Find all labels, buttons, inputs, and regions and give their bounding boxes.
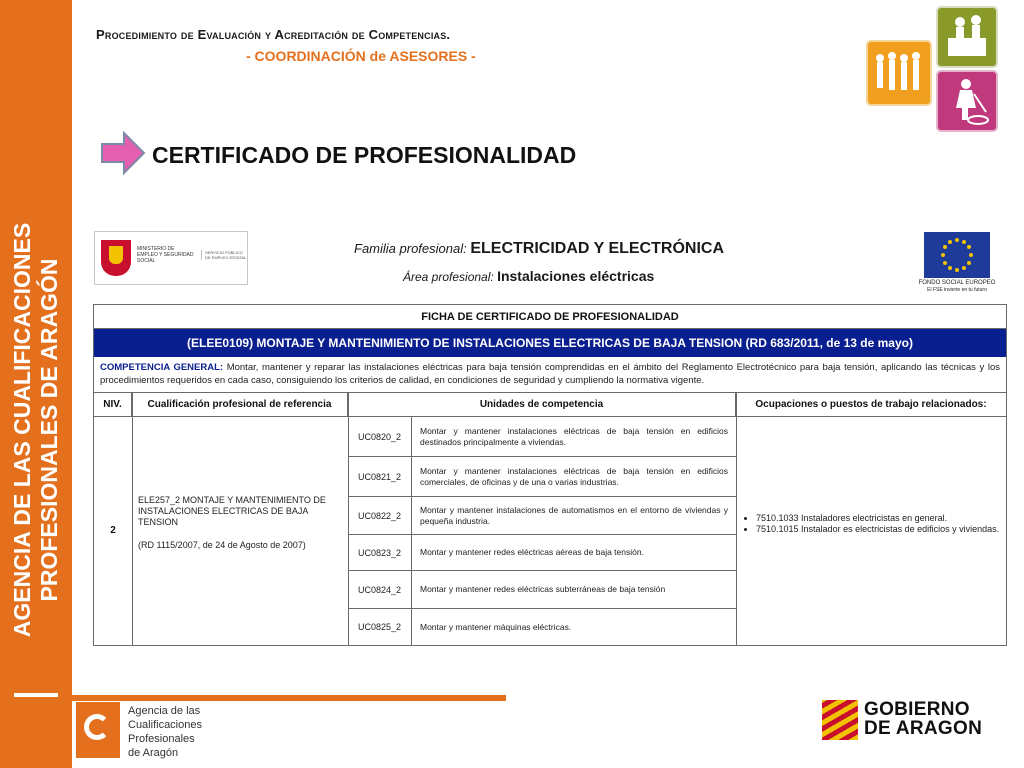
uc-description: Montar y mantener redes eléctricas subterráneas de baja tensión bbox=[412, 571, 736, 609]
familia-profesional bbox=[354, 240, 724, 258]
familia-value: ELECTRICIDAD Y ELECTRÓNICA bbox=[470, 240, 724, 257]
header-unidades: Unidades de competencia bbox=[348, 393, 736, 417]
certificate-table bbox=[93, 304, 1007, 646]
cualificacion-name: ELE257_2 MONTAJE Y MANTENIMIENTO DE INSTALACIONES ELECTRICAS DE BAJA TENSION bbox=[138, 495, 326, 527]
coat-of-arms-icon bbox=[101, 240, 131, 276]
area-label: Área profesional: bbox=[403, 270, 494, 284]
agency-name-line: Profesionales bbox=[128, 733, 195, 745]
eu-caption-title: FONDO SOCIAL EUROPEO bbox=[918, 280, 996, 286]
uc-code: UC0821_2 bbox=[348, 457, 412, 497]
aragon-flag-icon bbox=[822, 700, 858, 740]
familia-label: Familia profesional: bbox=[354, 241, 467, 256]
uc-code: UC0823_2 bbox=[348, 535, 412, 571]
competencia-general bbox=[94, 357, 1006, 393]
page-title: CERTIFICADO DE PROFESIONALIDAD bbox=[152, 142, 577, 168]
sidebar-title bbox=[0, 0, 72, 768]
header-ocupaciones: Ocupaciones o puestos de trabajo relacionados: bbox=[736, 393, 1006, 417]
ocupaciones-cell bbox=[738, 513, 1004, 535]
uc-description: Montar y mantener redes eléctricas aéreas de baja tensión. bbox=[412, 535, 736, 571]
eu-caption-sub: El FSE invierte en tu futuro bbox=[927, 287, 987, 293]
uc-description: Montar y mantener instalaciones eléctricas de baja tensión en edificios destinados principalmente a viviendas. bbox=[412, 417, 736, 457]
sidebar-title-line1: AGENCIA DE LAS CUALIFICACIONES bbox=[9, 222, 35, 638]
uc-description: Montar y mantener instalaciones eléctricas de baja tensión en edificios comerciales, de oficinas y de una o varias industrias. bbox=[412, 457, 736, 497]
group-icon bbox=[866, 40, 932, 106]
worker-icon bbox=[936, 70, 998, 132]
column-divider bbox=[132, 393, 133, 645]
area-profesional bbox=[403, 268, 654, 284]
sidebar-title-line2: PROFESIONALES DE ARAGÓN bbox=[36, 258, 62, 602]
competencia-label: COMPETENCIA GENERAL: bbox=[100, 362, 224, 373]
agency-logo-icon bbox=[76, 702, 120, 758]
column-divider bbox=[736, 393, 737, 645]
uc-description: Montar y mantener instalaciones de automatismos en el entorno de viviendas y pequeña industria. bbox=[412, 497, 736, 535]
agency-name-line: Cualificaciones bbox=[128, 719, 202, 731]
list-item: • 7510.1015 Instalador es electricistas de edificios y viviendas. bbox=[756, 524, 1004, 535]
arrow-right-icon bbox=[100, 130, 146, 176]
agency-name bbox=[128, 704, 202, 760]
page-header-subtitle: - COORDINACIÓN de ASESORES - bbox=[246, 48, 476, 64]
page-header-title: Procedimiento de Evaluación y Acreditación de Competencias. bbox=[96, 27, 451, 42]
government-logo-line: DE ARAGON bbox=[864, 718, 983, 739]
ministry-name: MINISTERIO DE EMPLEO Y SEGURIDAD SOCIAL bbox=[137, 246, 194, 264]
header-cualificacion: Cualificación profesional de referencia bbox=[132, 393, 348, 417]
agency-name-line: Agencia de las bbox=[128, 705, 201, 717]
footer-divider bbox=[72, 695, 506, 701]
cualificacion-cell bbox=[138, 495, 346, 563]
uc-code: UC0825_2 bbox=[348, 609, 412, 645]
ministry-logo bbox=[94, 231, 248, 285]
uc-description: Montar y mantener máquinas eléctricas. bbox=[420, 621, 572, 632]
uc-code: UC0824_2 bbox=[348, 571, 412, 609]
presenter-icon bbox=[936, 6, 998, 68]
uc-code: UC0822_2 bbox=[348, 497, 412, 535]
eu-flag-icon bbox=[924, 232, 990, 278]
eu-caption bbox=[912, 280, 1002, 294]
nivel-value: 2 bbox=[110, 525, 116, 536]
area-value: Instalaciones eléctricas bbox=[497, 268, 655, 284]
ministry-service: SERVICIO PÚBLICO DE EMPLEO ESTATAL bbox=[201, 250, 249, 260]
uc-code: UC0820_2 bbox=[348, 417, 412, 457]
cualificacion-rd: (RD 1115/2007, de 24 de Agosto de 2007) bbox=[138, 540, 306, 550]
header-nivel: NIV. bbox=[94, 393, 132, 417]
agency-name-line: de Aragón bbox=[128, 747, 179, 759]
ocupaciones-list bbox=[738, 513, 1004, 535]
government-logo bbox=[864, 700, 982, 738]
certificate-name: (ELEE0109) MONTAJE Y MANTENIMIENTO DE INSTALACIONES ELECTRICAS DE BAJA TENSION (RD 683/2011, de 13 de mayo) bbox=[94, 329, 1006, 357]
sidebar-divider bbox=[14, 693, 58, 697]
table-title: FICHA DE CERTIFICADO DE PROFESIONALIDAD bbox=[94, 305, 1006, 329]
list-item: • 7510.1033 Instaladores electricistas en general. bbox=[756, 513, 1004, 524]
government-logo-line: GOBIERNO bbox=[864, 699, 970, 720]
competencia-text: Montar, mantener y reparar las instalaciones eléctricas para baja tensión comprendidas en el ámbito del Reglamento Electrotécnico para baja tensión, aplicando las técnicas y los procedimientos requeridos en cada caso, consiguiendo los criterios de calidad, en condiciones de seguridad y cumpliendo la normativa vigente. bbox=[100, 362, 1000, 386]
